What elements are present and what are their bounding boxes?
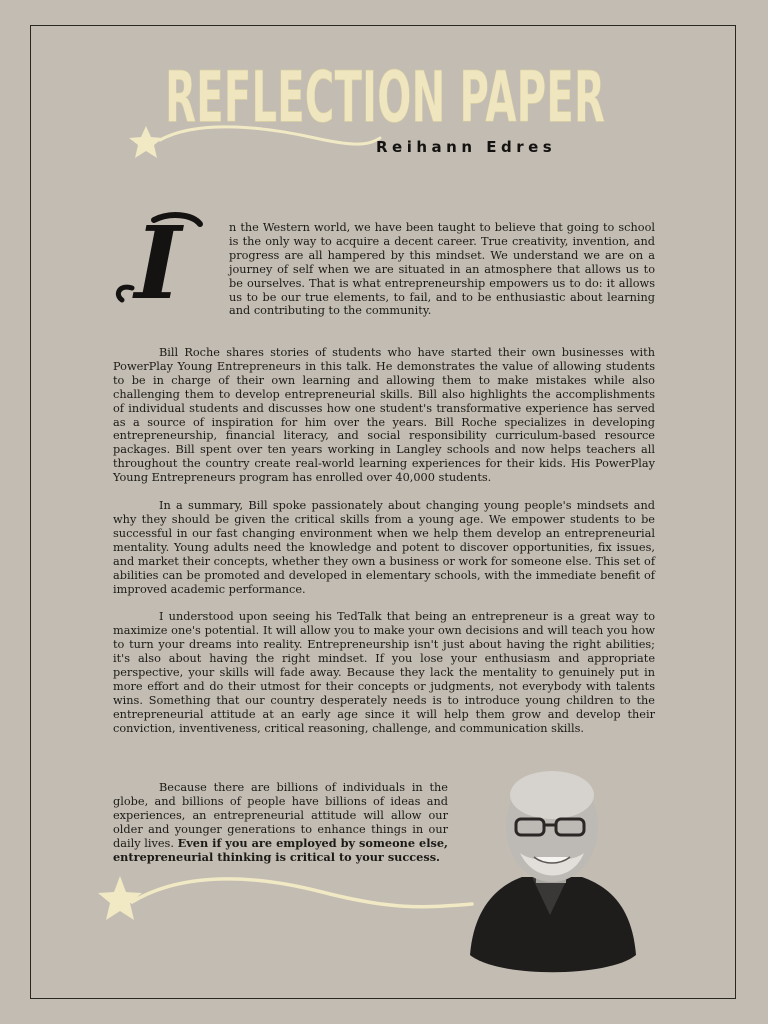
star-swoosh-bottom bbox=[92, 862, 472, 932]
paragraph-understanding: I understood upon seeing his TedTalk that being an entrepreneur is a great way to maximize one's potential. It will allow you to make your own decisions and will teach you how to turn your dreams into reality. Entrepreneurship isn't just about having the right abilities; it's also about having the right mindset. If you lose your enthusiasm and appropriate perspective, your skills will fade away. Because they lack the mentality to genuinely put in more effort and do their utmost for their concepts or judgments, not everybody with talents wins. Something that our country desperately needs is to introduce young children to the entrepreneurial attitude at an early age since it will help them grow and develop their conviction, inventiveness, critical reasoning, challenge, and communication skills. bbox=[113, 610, 655, 735]
paragraph-bill-roche: Bill Roche shares stories of students who have started their own businesses with PowerPlay Young Entrepreneurs in this talk. He demonstrates the value of allowing students to be in charge of their own learning and allowing them to make mistakes while also challenging them to develop entrepreneurial skills. Bill also highlights the accomplishments of individual students and discusses how one student's transformative experience has served as a source of inspiration for him over the years. Bill Roche specializes in developing entrepreneurship, financial literacy, and social responsibility curriculum-based resource packages. Bill spent over ten years working in Langley schools and now helps teachers all throughout the country create real-world learning experiences for their kids. His PowerPlay Young Entrepreneurs program has enrolled over 40,000 students. bbox=[113, 346, 655, 485]
speaker-portrait bbox=[460, 765, 640, 980]
title-text: REFLECTION PAPER bbox=[165, 56, 606, 139]
star-icon bbox=[129, 126, 163, 158]
closing-bold-text: Even if you are employed by someone else, entrepreneurial thinking is critical to your success. bbox=[113, 835, 448, 864]
intro-paragraph: n the Western world, we have been taught to believe that going to school is the only way to acquire a decent career. True creativity, invention, and progress are all hampered by this mindset. We understand we are on a journey of self when we are situated in an atmosphere that allows us to be ourselves. That is what entrepreneurship empowers us to do: it allows us to be our true elements, to fail, and to be enthusiastic about learning and contributing to the community. bbox=[229, 221, 655, 318]
body-text bbox=[113, 346, 655, 750]
drop-cap-letter: I bbox=[134, 204, 182, 322]
star-icon bbox=[98, 876, 142, 920]
star-swoosh-top bbox=[120, 108, 380, 168]
paragraph-summary: In a summary, Bill spoke passionately about changing young people's mindsets and why they should be given the critical skills from a young age. We empower students to be successful in our fast changing environment when we help them develop an entrepreneurial mentality. Young adults need the knowledge and potent to discover opportunities, fix issues, and market their concepts, whether they own a business or work for someone else. This set of abilities can be promoted and developed in elementary schools, with the immediate benefit of improved academic performance. bbox=[113, 499, 655, 596]
closing-text: Because there are billions of individuals in the globe, and billions of people have billions of ideas and experiences, an entrepreneurial attitude will allow our older and younger generations to enhance things in our daily lives. bbox=[113, 781, 448, 850]
author-name: Reihann Edres bbox=[376, 138, 557, 156]
drop-cap bbox=[110, 204, 205, 322]
closing-paragraph bbox=[113, 781, 448, 864]
